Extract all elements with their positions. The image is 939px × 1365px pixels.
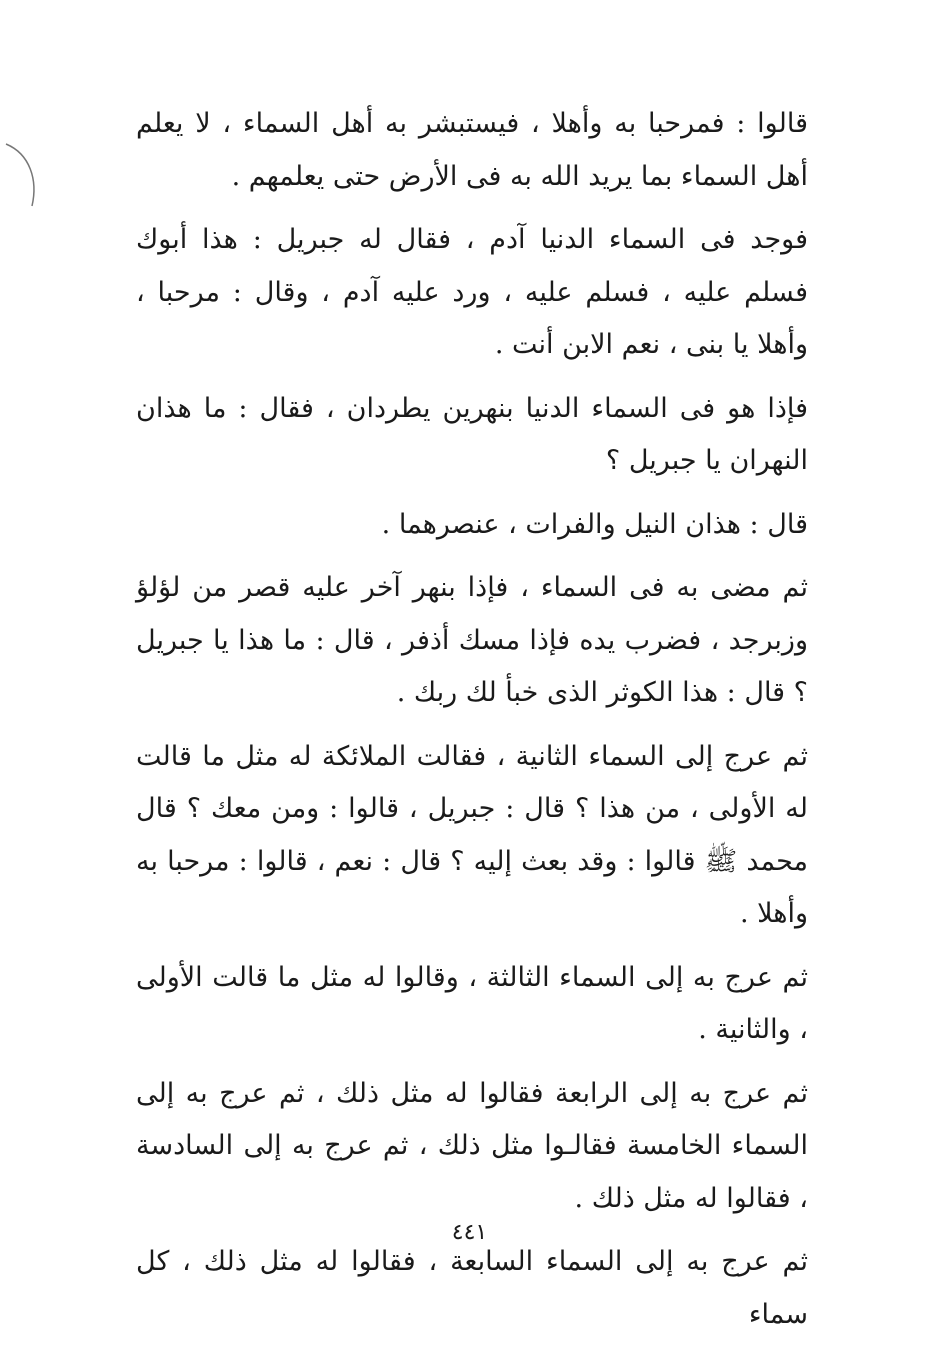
- page-number: ٤٤١: [451, 1220, 488, 1245]
- paragraph-4: قال : هذان النيل والفرات ، عنصرهما .: [381, 508, 808, 540]
- body-text: [136, 98, 808, 1352]
- paragraph-9: ثم عرج به إلى السماء السابعة ، فقالوا له مثل ذلك ، كل سماء: [136, 1246, 808, 1330]
- paragraph-3: فإذا هو فى السماء الدنيا بنهرين يطردان ، فقال : ما هذان النهران يا جبريل ؟: [136, 392, 808, 476]
- paragraph-1: قالوا : فمرحبا به وأهلا ، فيستبشر به أهل السماء ، لا يعلم أهل السماء بما يريد الله به فى الأرض حتى يعلمهم .: [136, 108, 808, 192]
- paragraph-7: ثم عرج به إلى السماء الثالثة ، وقالوا له مثل ما قالت الأولى ، والثانية .: [136, 961, 808, 1045]
- paragraph-5: ثم مضى به فى السماء ، فإذا بنهر آخر عليه قصر من لؤلؤ وزبرجد ، فضرب يده فإذا مسك أذفر ، قال : ما هذا يا جبريل ؟ قال : هذا الكوثر الذى خبأ لك ربك .: [136, 572, 808, 708]
- paragraph-2: فوجد فى السماء الدنيا آدم ، فقال له جبريل : هذا أبوك فسلم عليه ، فسلم عليه ، ورد عليه آدم ، وقال : مرحبا ، وأهلا يا بنى ، نعم الابن أنت .: [136, 224, 808, 360]
- page-edge-mark: [0, 140, 40, 210]
- paragraph-6: ثم عرج إلى السماء الثانية ، فقالت الملائكة له مثل ما قالت له الأولى ، من هذا ؟ قال : جبريل ، قالوا : ومن معك ؟ قال محمد ﷺ قالوا : وقد بعث إليه ؟ قال : نعم ، قالوا : مرحبا به وأهلا .: [136, 740, 808, 929]
- paragraph-8: ثم عرج به إلى الرابعة فقالوا له مثل ذلك ، ثم عرج به إلى السماء الخامسة فقالـوا مثل ذلك ، ثم عرج به إلى السادسة ، فقالوا له مثل ذلك .: [136, 1077, 808, 1214]
